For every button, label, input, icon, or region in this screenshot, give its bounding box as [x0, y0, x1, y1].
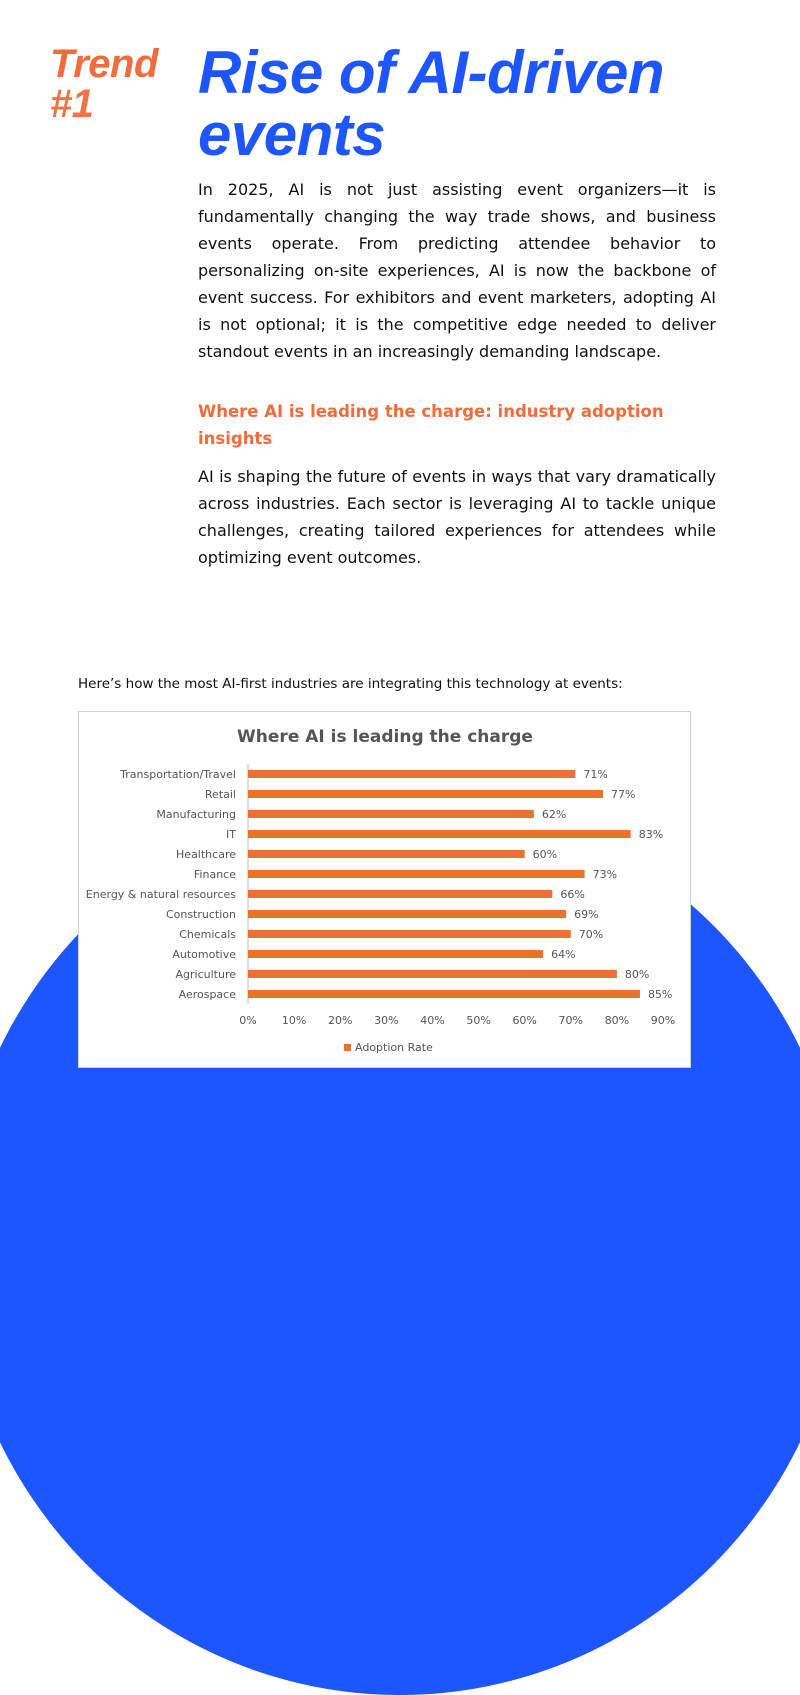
bar — [248, 830, 631, 838]
x-tick-label: 60% — [512, 1014, 537, 1027]
x-tick-label: 20% — [327, 1014, 353, 1027]
category-label: Agriculture — [175, 968, 236, 981]
category-label: Chemicals — [179, 928, 236, 941]
bar — [248, 890, 552, 898]
category-label: Manufacturing — [156, 808, 236, 821]
data-label: 60% — [532, 848, 558, 861]
x-tick-label: 30% — [374, 1014, 399, 1027]
data-label: 83% — [638, 828, 664, 841]
data-label: 85% — [647, 988, 673, 1001]
bar — [248, 990, 640, 998]
bar — [248, 850, 525, 858]
bar — [248, 770, 575, 778]
data-label: 69% — [574, 908, 599, 921]
data-label: 71% — [583, 768, 608, 781]
chart-container — [78, 711, 691, 1068]
chart-title: Where AI is leading the charge — [237, 727, 533, 747]
data-label: 62% — [541, 808, 567, 821]
data-label: 73% — [592, 868, 618, 881]
category-label: Retail — [204, 788, 236, 801]
section-subheading: Where AI is leading the charge: industry adoption insights — [198, 402, 664, 448]
bar — [248, 950, 543, 958]
x-tick-label: 10% — [281, 1014, 307, 1027]
trend-word: Trend — [50, 42, 158, 86]
page-title: Rise of AI-driven events — [198, 39, 665, 168]
legend-label: Adoption Rate — [355, 1041, 433, 1054]
data-label: 64% — [551, 948, 576, 961]
category-label: Automotive — [172, 948, 236, 961]
category-label: Healthcare — [176, 848, 236, 861]
data-label: 66% — [560, 888, 585, 901]
data-label: 77% — [611, 788, 636, 801]
x-tick-label: 50% — [466, 1014, 491, 1027]
x-tick-label: 0% — [239, 1014, 257, 1027]
category-label: Aerospace — [178, 988, 236, 1001]
category-label: Construction — [165, 908, 236, 921]
x-tick-label: 90% — [650, 1014, 676, 1027]
bar — [248, 910, 566, 918]
bar — [248, 810, 534, 818]
category-label: IT — [226, 828, 236, 841]
category-label: Finance — [193, 868, 236, 881]
bar — [248, 870, 585, 878]
data-label: 70% — [578, 928, 604, 941]
trend-number: #1 — [50, 82, 94, 126]
bar — [248, 970, 617, 978]
chart-intro-text: Here’s how the most AI-first industries are integrating this technology at events: — [78, 676, 623, 692]
x-tick-label: 80% — [604, 1014, 630, 1027]
data-label: 80% — [624, 968, 650, 981]
section-paragraph: AI is shaping the future of events in ways that vary dramatically across industries. Each sector is leveraging AI to tackle unique challenges, creating tailored experiences for attendees while optimizing event outcomes. — [198, 467, 716, 567]
category-label: Transportation/Travel — [120, 768, 236, 781]
x-tick-label: 40% — [420, 1014, 445, 1027]
bar — [248, 930, 571, 938]
trend-label — [50, 44, 190, 124]
bar — [248, 790, 603, 798]
category-label: Energy & natural resources — [85, 888, 236, 901]
adoption-bar-chart — [79, 712, 692, 1069]
x-tick-label: 70% — [558, 1014, 584, 1027]
legend-swatch — [344, 1044, 351, 1051]
intro-paragraph: In 2025, AI is not just assisting event organizers—it is fundamentally changing the way trade shows, and business events operate. From predicting attendee behavior to personalizing on-site experiences, AI is now the backbone of event success. For exhibitors and event marketers, adopting AI is not optional; it is the competitive edge needed to deliver standout events in an increasingly demanding landscape. — [198, 180, 716, 361]
